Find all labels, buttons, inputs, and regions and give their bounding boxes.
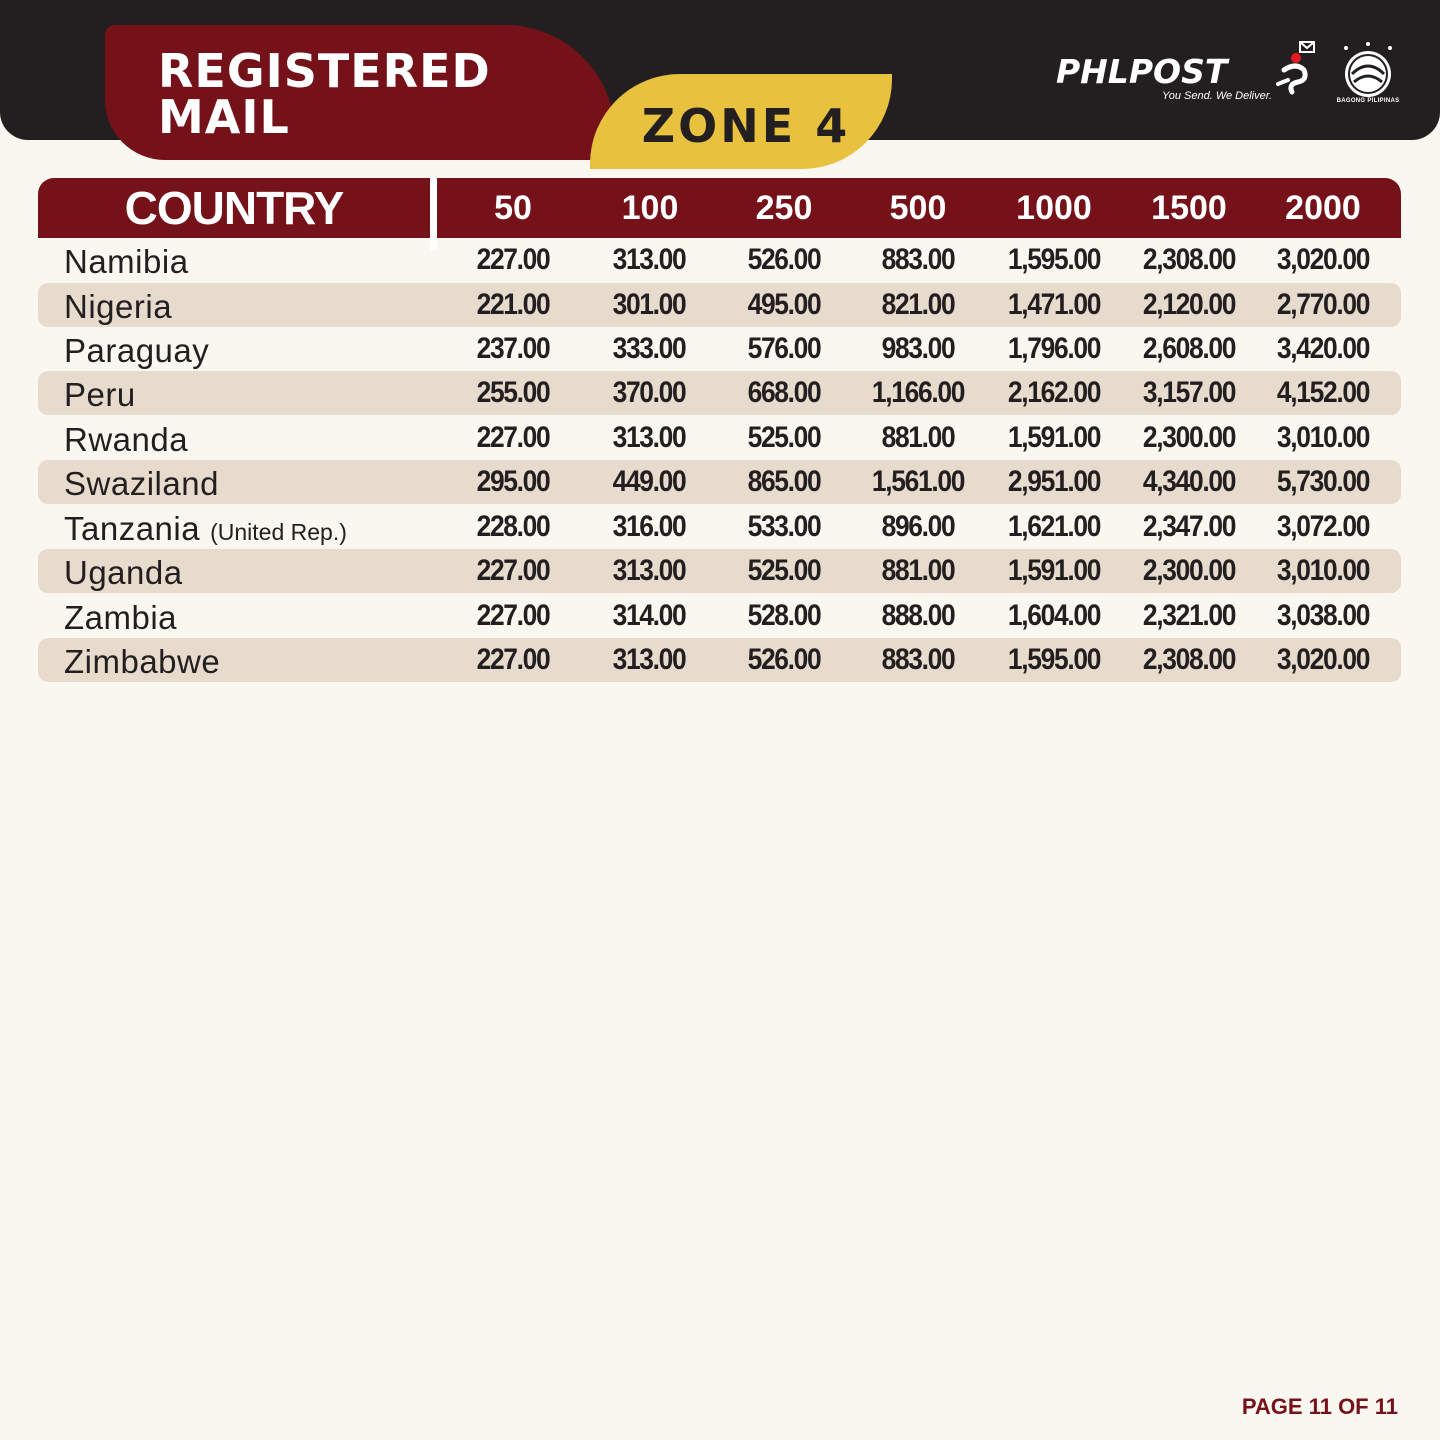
price-cell: 3,157.00 — [1142, 376, 1236, 409]
price-cell: 3,020.00 — [1276, 643, 1370, 676]
price-cell: 525.00 — [747, 421, 821, 454]
phlpost-logo — [1052, 40, 1322, 110]
price-cell: 227.00 — [476, 243, 550, 276]
price-cell: 525.00 — [747, 554, 821, 587]
price-cell: 576.00 — [747, 332, 821, 365]
country-name: Peru — [64, 376, 136, 413]
price-cell: 2,120.00 — [1142, 288, 1236, 321]
price-cell: 2,300.00 — [1142, 421, 1236, 454]
price-cell: 526.00 — [747, 243, 821, 276]
column-header-weight: 2000 — [1285, 189, 1361, 227]
price-cell: 821.00 — [881, 288, 955, 321]
price-cell: 2,300.00 — [1142, 554, 1236, 587]
country-name: Nigeria — [64, 288, 173, 325]
price-cell: 4,340.00 — [1142, 465, 1236, 498]
country-note: (United Rep.) — [210, 519, 347, 545]
table-row — [38, 416, 1401, 460]
price-cell: 528.00 — [747, 599, 821, 632]
price-cell: 883.00 — [881, 643, 955, 676]
price-cell: 3,010.00 — [1276, 421, 1370, 454]
price-cell: 2,347.00 — [1142, 510, 1236, 543]
price-cell: 255.00 — [476, 376, 550, 409]
price-cell: 2,951.00 — [1007, 465, 1101, 498]
price-cell: 865.00 — [747, 465, 821, 498]
logo-wordmark: PHLPOST — [1056, 52, 1228, 91]
price-cell: 3,072.00 — [1276, 510, 1370, 543]
price-cell: 881.00 — [881, 421, 955, 454]
zone-tab — [590, 74, 892, 169]
price-cell: 3,420.00 — [1276, 332, 1370, 365]
price-cell: 1,471.00 — [1007, 288, 1101, 321]
price-cell: 1,591.00 — [1007, 554, 1101, 587]
logo-tagline: You Send. We Deliver. — [1162, 90, 1273, 102]
column-header-weight: 1000 — [1016, 189, 1092, 227]
table-row — [38, 238, 1401, 282]
country-name: Paraguay — [64, 332, 210, 369]
price-cell: 449.00 — [612, 465, 686, 498]
country-name: Tanzania (United Rep.) — [64, 510, 347, 547]
table-row — [38, 327, 1401, 371]
price-cell: 313.00 — [612, 643, 686, 676]
price-cell: 316.00 — [612, 510, 686, 543]
price-cell: 3,020.00 — [1276, 243, 1370, 276]
price-cell: 888.00 — [881, 599, 955, 632]
price-cell: 221.00 — [476, 288, 550, 321]
price-cell: 983.00 — [881, 332, 955, 365]
page-indicator: PAGE 11 OF 11 — [1241, 1394, 1398, 1419]
price-cell: 227.00 — [476, 421, 550, 454]
bagong-pilipinas-seal-icon — [1332, 40, 1404, 110]
price-cell: 1,166.00 — [871, 376, 965, 409]
country-name: Zimbabwe — [64, 643, 221, 680]
price-cell: 313.00 — [612, 421, 686, 454]
price-cell: 333.00 — [612, 332, 686, 365]
table-row — [38, 638, 1401, 682]
table-row — [38, 283, 1401, 327]
price-cell: 2,308.00 — [1142, 243, 1236, 276]
table-row — [38, 505, 1401, 549]
price-cell: 237.00 — [476, 332, 550, 365]
column-header-country: COUNTRY — [124, 182, 344, 234]
page-title-line1: REGISTERED — [158, 44, 491, 98]
price-cell: 668.00 — [747, 376, 821, 409]
price-cell: 313.00 — [612, 243, 686, 276]
price-cell: 533.00 — [747, 510, 821, 543]
price-cell: 1,621.00 — [1007, 510, 1101, 543]
price-cell: 1,595.00 — [1007, 243, 1101, 276]
price-cell: 1,796.00 — [1007, 332, 1101, 365]
price-cell: 228.00 — [476, 510, 550, 543]
price-cell: 1,595.00 — [1007, 643, 1101, 676]
price-cell: 3,038.00 — [1276, 599, 1370, 632]
price-cell: 2,308.00 — [1142, 643, 1236, 676]
column-header-weight: 250 — [755, 189, 813, 227]
column-header-weight: 1500 — [1151, 189, 1227, 227]
price-cell: 2,321.00 — [1142, 599, 1236, 632]
price-cell: 227.00 — [476, 599, 550, 632]
price-cell: 314.00 — [612, 599, 686, 632]
table-row — [38, 460, 1401, 504]
price-cell: 3,010.00 — [1276, 554, 1370, 587]
country-name: Namibia — [64, 243, 189, 280]
country-name: Rwanda — [64, 421, 189, 458]
country-name: Zambia — [64, 599, 178, 636]
price-cell: 227.00 — [476, 554, 550, 587]
price-cell: 295.00 — [476, 465, 550, 498]
price-cell: 1,591.00 — [1007, 421, 1101, 454]
price-cell: 313.00 — [612, 554, 686, 587]
price-cell: 2,770.00 — [1276, 288, 1370, 321]
country-name: Uganda — [64, 554, 183, 591]
price-cell: 1,561.00 — [871, 465, 965, 498]
column-header-weight: 50 — [494, 189, 532, 227]
price-cell: 2,608.00 — [1142, 332, 1236, 365]
price-cell: 896.00 — [881, 510, 955, 543]
table-row — [38, 371, 1401, 415]
price-cell: 5,730.00 — [1276, 465, 1370, 498]
running-mail-courier-icon — [1274, 40, 1322, 103]
country-name: Swaziland — [64, 465, 219, 502]
table-row — [38, 549, 1401, 593]
price-cell: 301.00 — [612, 288, 686, 321]
seal-caption: BAGONG PILIPINAS — [1336, 98, 1400, 104]
column-header-weight: 100 — [621, 189, 679, 227]
page-title-line2: MAIL — [158, 90, 290, 144]
table-row — [38, 594, 1401, 638]
price-cell: 883.00 — [881, 243, 955, 276]
price-cell: 1,604.00 — [1007, 599, 1101, 632]
column-header-weight: 500 — [889, 189, 947, 227]
price-cell: 526.00 — [747, 643, 821, 676]
price-cell: 370.00 — [612, 376, 686, 409]
price-cell: 2,162.00 — [1007, 376, 1101, 409]
price-cell: 495.00 — [747, 288, 821, 321]
price-cell: 4,152.00 — [1276, 376, 1370, 409]
zone-label: ZONE 4 — [641, 98, 851, 153]
price-cell: 881.00 — [881, 554, 955, 587]
price-cell: 227.00 — [476, 643, 550, 676]
